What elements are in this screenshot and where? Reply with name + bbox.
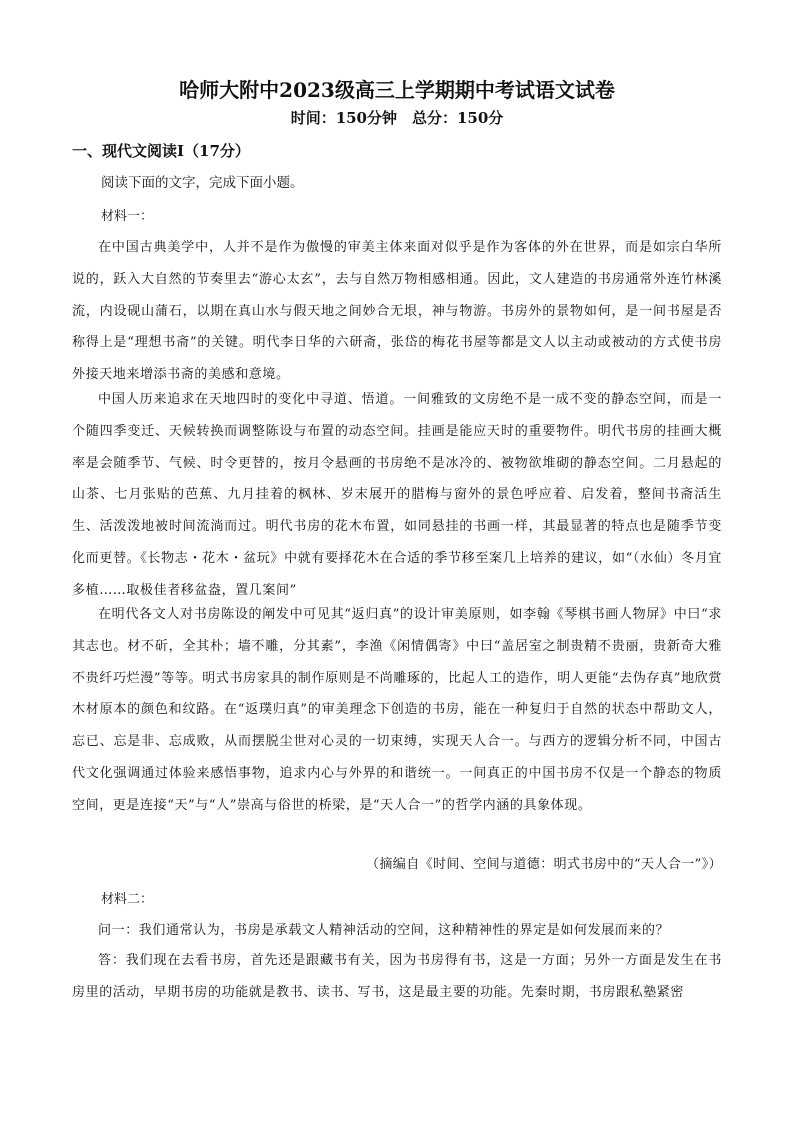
exam-time-and-score: 时间：150分钟 总分：150分 [290, 109, 504, 127]
reading-instruction: 阅读下面的文字，完成下面小题。 [101, 175, 304, 191]
material-one-paragraph-2: 中国人历来追求在天地四时的变化中寻道、悟道。一间雅致的文房绝不是一成不变的静态空间，而是一个随四季变迁、天候转换而调整陈设与布置的动态空间。挂画是能应天时的重要物件。明代书房的挂画大概率是会随季节、气候、时令更替的，按月令悬画的书房绝不是冰冷的、被物欲堆砌的静态空间。二月悬起的山茶、七月张贴的芭蕉、九月挂着的枫林、岁末展开的腊梅与窗外的景色呼应着、启发着，整间书斋活生生、活泼泼地被时间流淌而过。明代书房的花木布置，如同悬挂的书画一样，其最显著的特点也是随季节变化而更替。《长物志・花木・盆玩》中就有要择花木在合适的季节移至案几上培养的建议，如“（水仙）冬月宜多植……取极佳者移盆盎，置几案间” [72, 392, 722, 598]
section-heading: 一、现代文阅读Ⅰ（17分） [72, 142, 250, 160]
material-one-paragraph-3: 在明代各文人对书房陈设的阐发中可见其“返归真”的设计审美原则，如李翰《琴棋书画人物屏》中曰“求其志也。材不斫，全其朴；墙不雕，分其素”，李渔《闲情偶寄》中曰“盖居室之制贵精不贵丽，贵新奇大雅不贵纤巧烂漫”等等。明式书房家具的制作原则是不尚雕琢的，比起人工的造作，明人更能“去伪存真”地欣赏木材原本的颜色和纹路。在“返璞归真”的审美理念下创造的书房，能在一种复归于自然的状态中帮助文人，忘已、忘是非、忘成败，从而摆脱尘世对心灵的一切束缚，实现天人合一。与西方的逻辑分析不同，中国古代文化强调通过体验来感悟事物，追求内心与外界的和谐统一。一间真正的中国书房不仅是一个静态的物质空间，更是连接“天”与“人”崇高与俗世的桥梁，是“天人合一”的哲学内涵的具象体现。 [72, 607, 722, 813]
exam-title: 哈师大附中2023级高三上学期期中考试语文试卷 [179, 78, 615, 102]
material-one-label: 材料一： [101, 209, 154, 224]
material-one-source: （摘编自《时间、空间与道德：明式书房中的“天人合一”》） [366, 857, 722, 872]
material-two-answer: 答：我们现在去看书房，首先还是跟藏书有关，因为书房得有书，这是一方面；另外一方面是发生在书房里的活动，早期书房的功能就是教书、读书、写书，这是最主要的功能。先秦时期，书房跟私塾紧密 [72, 953, 722, 1000]
material-two-label: 材料二： [101, 892, 154, 907]
material-one-paragraph-1: 在中国古典美学中，人并不是作为傲慢的审美主体来面对似乎是作为客体的外在世界，而是如宗白华所说的，跃入大自然的节奏里去“游心太玄”，去与自然万物相感相通。因此，文人建造的书房通常外连竹林溪流，内设砚山蒲石，以期在真山水与假天地之间妙合无垠，神与物游。书房外的景物如何，是一间书屋是否称得上是“理想书斋”的关键。明代李日华的六研斋，张岱的梅花书屋等都是文人以主动或被动的方式使书房外接天地来增添书斋的美感和意境。 [72, 240, 722, 383]
material-two-question: 问一：我们通常认为，书房是承载文人精神活动的空间，这种精神性的界定是如何发展而来的？ [98, 923, 670, 938]
